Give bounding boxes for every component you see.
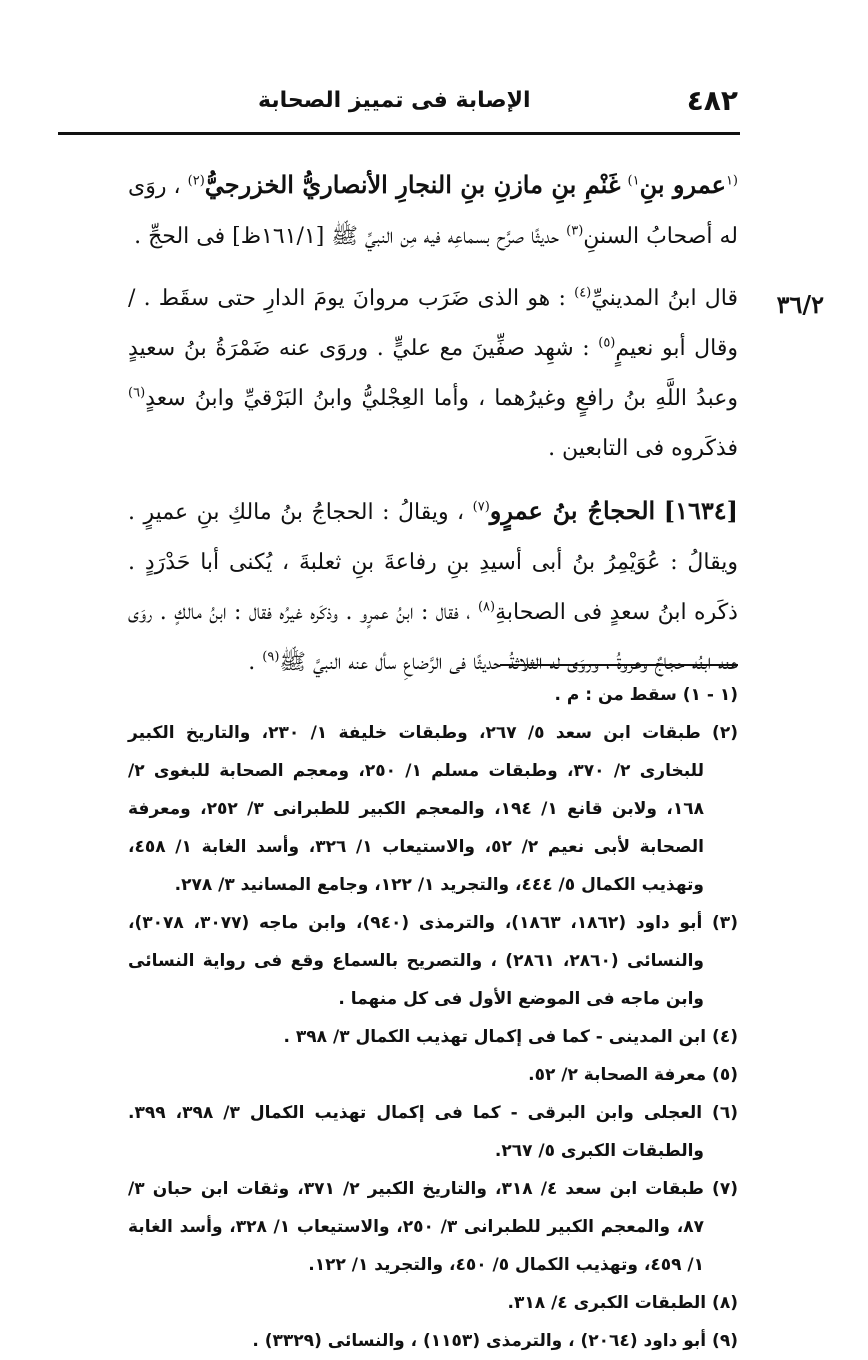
header-rule (58, 132, 740, 135)
paragraph-3 (128, 486, 738, 688)
entry-number: [١٦٣٤] (663, 496, 738, 525)
footnote-ref-9: (٩) (262, 649, 280, 665)
footnote-ref-7: (٧) (472, 499, 490, 515)
footnote-ref-5: (٥) (598, 335, 616, 351)
footnote: (٧) طبقات ابن سعد ٤/ ٣١٨، والتاريخ الكبير ٢/ ٣٧١، وثقات ابن حبان ٣/ ٨٧، والمعجم الكبير للطبرانى ٣/ ٢٥٠، والاستيعاب ١/ ٣٢٨، وأسد الغابة ١/ ٤٥٩، وتهذيب الكمال ٥/ ٤٥٠، والتجريد ١/ ١٢٢. (128, 1179, 738, 1275)
footnotes-separator (500, 664, 738, 666)
variant-close-mark: ١) (627, 173, 640, 189)
variant-open-mark: (١ (725, 173, 738, 189)
footnote: (٣) أبو داود (١٨٦٢، ١٨٦٣)، والترمذى (٩٤٠)، وابن ماجه (٣٠٧٧، ٣٠٧٨)، والنسائى (٢٨٦٠، ٢٨٦١) ، والتصريح بالسماع وقع فى رواية النسائى وابن ماجه فى الموضع الأول فى كل منهما . (128, 913, 738, 1009)
paragraph-3-text-b: ، فقال : ابنُ عمرٍو . وذكَره غيرُه فقال : ابنُ مالكٍ . روَى عنه ابنُه حجاجٌ وعروةُ ، وروَى له الثلاثةُ حديثًا فى الرَّضاعِ سأل عنه النبيَّ ﷺ (128, 600, 738, 675)
main-text (128, 160, 738, 700)
footnote-ref-8: (٨) (477, 599, 496, 615)
paragraph-2 (128, 274, 738, 474)
person-name-part-2: غَنْمِ بنِ مازنِ بنِ النجارِ الأنصاريُّ الخزرجيُّ (204, 170, 621, 199)
page-header (58, 84, 738, 124)
paragraph-1-text-a: ، روَى له أصحابُ السننِ (128, 174, 738, 249)
footnote-ref-4: (٤) (574, 285, 592, 301)
page-number: ٤٨٢ (686, 84, 738, 117)
paragraph-2-text-a: قال ابنُ المدينيِّ (591, 286, 739, 311)
paragraph-2-text-d: فذكَروه فى التابعين . (548, 436, 738, 461)
paragraph-3-text-a: ، ويقالُ : الحجاجُ بنُ مالكِ بنِ عميرٍ . ويقالُ : عُوَيْمِرُ بنُ أبى أسيدِ بنِ رفاعةَ بنِ ثعلبةَ ، يُكنى أبا حَدْرَدٍ . ذكَره ابنُ سعدٍ فى الصحابةِ (128, 500, 738, 625)
running-title: الإصابة فى تمييز الصحابة (258, 88, 531, 113)
footnote-ref-2: (٢) (187, 173, 205, 189)
footnote-ref-6: (٦) (128, 385, 146, 401)
footnote: (٤) ابن المدينى - كما فى إكمال تهذيب الكمال ٣/ ٣٩٨ . (283, 1027, 738, 1047)
footnote: (٦) العجلى وابن البرقى - كما فى إكمال تهذيب الكمال ٣/ ٣٩٨، ٣٩٩. والطبقات الكبرى ٥/ ٢٦٧. (128, 1103, 738, 1161)
footnote: (٢) طبقات ابن سعد ٥/ ٢٦٧، وطبقات خليفة ١/ ٢٣٠، والتاريخ الكبير للبخارى ٢/ ٣٧٠، وطبقات مسلم ١/ ٢٥٠، ومعجم الصحابة للبغوى ٢/ ١٦٨، ولابن قانع ١/ ١٩٤، والمعجم الكبير للطبرانى ٣/ ٢٥٢، ومعرفة الصحابة لأبى نعيم ٢/ ٥٢، والاستيعاب ١/ ٣٢٦، وأسد الغابة ١/ ٤٥٨، وتهذيب الكمال ٥/ ٤٤٤، والتجريد ١/ ١٢٢، وجامع المسانيد ٣/ ٢٧٨. (128, 723, 738, 895)
paragraph-2-text-b: : هو الذى ضَرَب مروانَ يومَ الدارِ حتى سقَط . /وقال أبو نعيمٍ (128, 286, 738, 361)
paragraph-3-text-c: . (248, 650, 256, 675)
footnote: (٩) أبو داود (٢٠٦٤) ، والترمذى (١١٥٣) ، والنسائى (٣٣٢٩) . (252, 1331, 738, 1351)
margin-volume-page-ref: ٣٦/٢ (776, 290, 824, 319)
paragraph-1 (128, 160, 738, 262)
footnote-ref-3: (٣) (566, 223, 584, 239)
footnote: (١ - ١) سقط من : م . (554, 685, 738, 705)
entry-name: الحجاجُ بنُ عمرٍو (489, 496, 656, 525)
paragraph-2-text-c: : شهِد صفِّينَ مع عليٍّ . وروَى عنه ضَمْرَةُ بنُ سعيدٍ وعبدُ اللَّهِ بنُ رافعٍ وغيرُهما ، وأما العِجْليُّ وابنُ البَرْقيِّ وابنُ سعدٍ (128, 336, 738, 411)
footnotes (128, 676, 738, 1360)
paragraph-1-text-b: حديثًا صرَّح بسماعِه فيه مِن النبيِّ ﷺ [١٦١/١ظ] فى الحجِّ . (134, 224, 560, 249)
footnote: (٨) الطبقات الكبرى ٤/ ٣١٨. (507, 1293, 738, 1313)
footnote: (٥) معرفة الصحابة ٢/ ٥٢. (528, 1065, 738, 1085)
person-name-part-1: عمرو بنِ (639, 170, 726, 199)
